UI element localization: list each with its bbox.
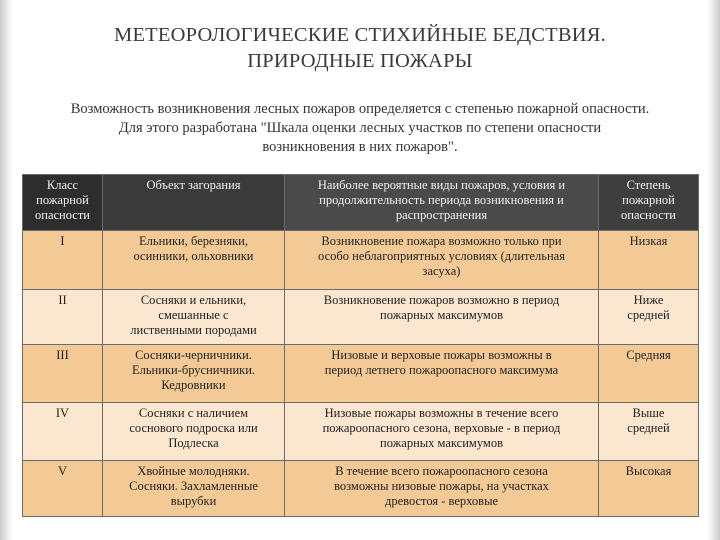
cell-object: Сосняки-черничники. Ельники-брусничники. Кедровники	[103, 345, 285, 403]
table-row	[23, 290, 699, 345]
intro-line: возникновения в них пожаров".	[262, 139, 458, 155]
cell-object: Ельники, березняки, осинники, ольховники	[103, 231, 285, 290]
intro-line: Возможность возникновения лесных пожаров определяется с степенью пожарной опасности.	[70, 101, 650, 117]
cell-object: Хвойные молодняки. Сосняки. Захламленные вырубки	[103, 461, 285, 517]
cell-degree: Ниже средней	[599, 290, 699, 345]
slide-title	[40, 22, 680, 74]
header-class: Класс пожарной опасности	[23, 175, 103, 231]
cell-degree: Выше средней	[599, 403, 699, 461]
intro-text	[22, 100, 698, 157]
cell-object: Сосняки с наличием соснового подроска или Подлеска	[103, 403, 285, 461]
cell-class: I	[23, 231, 103, 290]
table-header-row	[23, 175, 699, 231]
header-degree: Степень пожарной опасности	[599, 175, 699, 231]
cell-object: Сосняки и ельники, смешанные с лиственными породами	[103, 290, 285, 345]
title-line: МЕТЕОРОЛОГИЧЕСКИЕ СТИХИЙНЫЕ БЕДСТВИЯ.	[114, 24, 606, 46]
fire-danger-table	[22, 174, 699, 517]
cell-degree: Средняя	[599, 345, 699, 403]
cell-conditions: Низовые и верховые пожары возможны в период летнего пожароопасного максимума	[285, 345, 599, 403]
table-row	[23, 403, 699, 461]
table-row	[23, 231, 699, 290]
cell-conditions: Возникновение пожаров возможно в период пожарных максимумов	[285, 290, 599, 345]
cell-conditions: В течение всего пожароопасного сезона возможны низовые пожары, на участках древостоя - верховые	[285, 461, 599, 517]
cell-degree: Низкая	[599, 231, 699, 290]
table-row	[23, 461, 699, 517]
cell-class: V	[23, 461, 103, 517]
cell-conditions: Возникновение пожара возможно только при особо неблагоприятных условиях (длительная засуха)	[285, 231, 599, 290]
intro-line: Для этого разработана "Шкала оценки лесных участков по степени опасности	[118, 120, 602, 136]
table-row	[23, 345, 699, 403]
slide-left-edge	[0, 0, 14, 540]
cell-class: II	[23, 290, 103, 345]
slide-right-edge	[706, 0, 720, 540]
header-object: Объект загорания	[103, 175, 285, 231]
cell-class: IV	[23, 403, 103, 461]
cell-class: III	[23, 345, 103, 403]
cell-conditions: Низовые пожары возможны в течение всего пожароопасного сезона, верховые - в период пожарных максимумов	[285, 403, 599, 461]
title-line: ПРИРОДНЫЕ ПОЖАРЫ	[247, 50, 473, 72]
header-conditions: Наиболее вероятные виды пожаров, условия и продолжительность периода возникновения и распространения	[285, 175, 599, 231]
cell-degree: Высокая	[599, 461, 699, 517]
